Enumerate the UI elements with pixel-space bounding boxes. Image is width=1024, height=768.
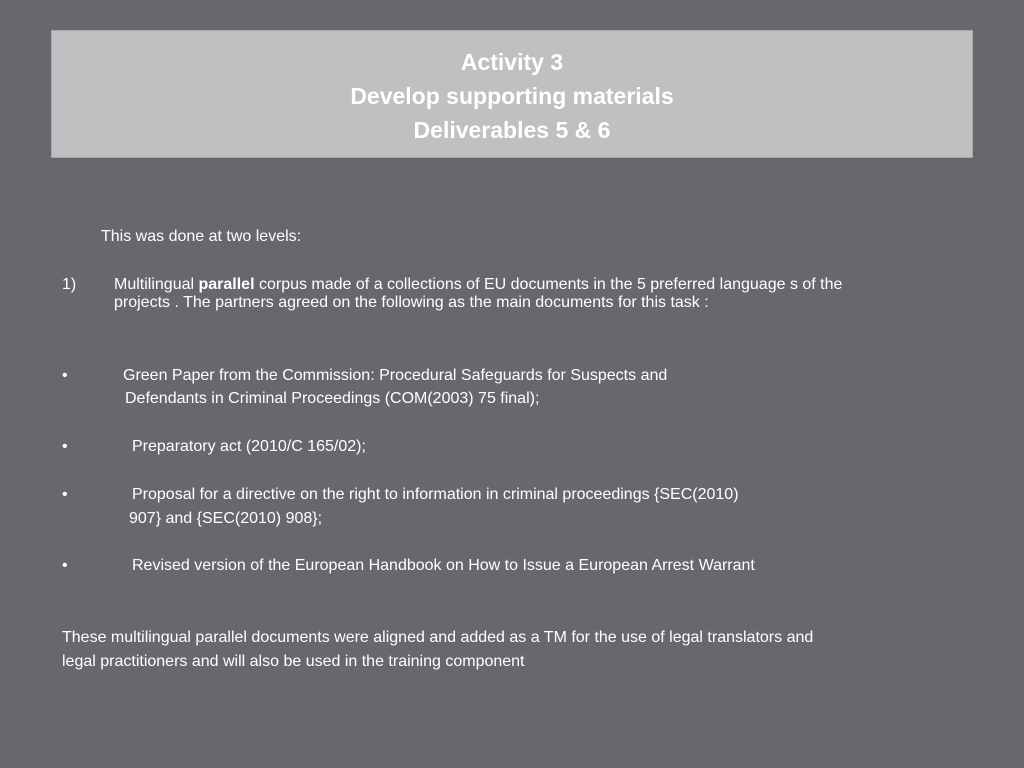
bullet-text-line1: Green Paper from the Commission: Procedural Safeguards for Suspects and [123, 367, 668, 384]
bullet-text-line1: Proposal for a directive on the right to information in criminal proceedings {SEC(2010) [132, 486, 739, 503]
text-before: Multilingual [114, 276, 199, 293]
bullet-marker: • [62, 486, 68, 503]
text-after: corpus made of a collections of EU documents in the 5 preferred language s of the [254, 276, 843, 293]
title-subject: Develop supporting materials [350, 83, 674, 109]
conclusion-line2: legal practitioners and will also be used in the training component [62, 653, 525, 670]
list-number: 1) [62, 276, 77, 293]
bold-word: parallel [198, 276, 255, 293]
list-item-1-line1 [114, 275, 842, 295]
title-activity: Activity 3 [460, 49, 564, 75]
bullet-text-line1: Preparatory act (2010/C 165/02); [132, 438, 366, 455]
title-deliverables: Deliverables 5 & 6 [413, 117, 611, 143]
bullet-text-line1: Revised version of the European Handbook on How to Issue a European Arrest Warrant [132, 557, 755, 574]
bullet-marker: • [62, 438, 68, 455]
title-box [51, 30, 973, 158]
conclusion-line1: These multilingual parallel documents were aligned and added as a TM for the use of legal translators and [62, 629, 814, 646]
intro-text: This was done at two levels: [101, 228, 302, 245]
bullet-marker: • [62, 367, 68, 384]
list-item-1-line2: projects . The partners agreed on the following as the main documents for this task : [114, 294, 709, 311]
bullet-marker: • [62, 557, 68, 574]
bullet-text-line2: 907} and {SEC(2010) 908}; [129, 510, 323, 527]
bullet-text-line2: Defendants in Criminal Proceedings (COM(2003) 75 final); [125, 390, 540, 407]
